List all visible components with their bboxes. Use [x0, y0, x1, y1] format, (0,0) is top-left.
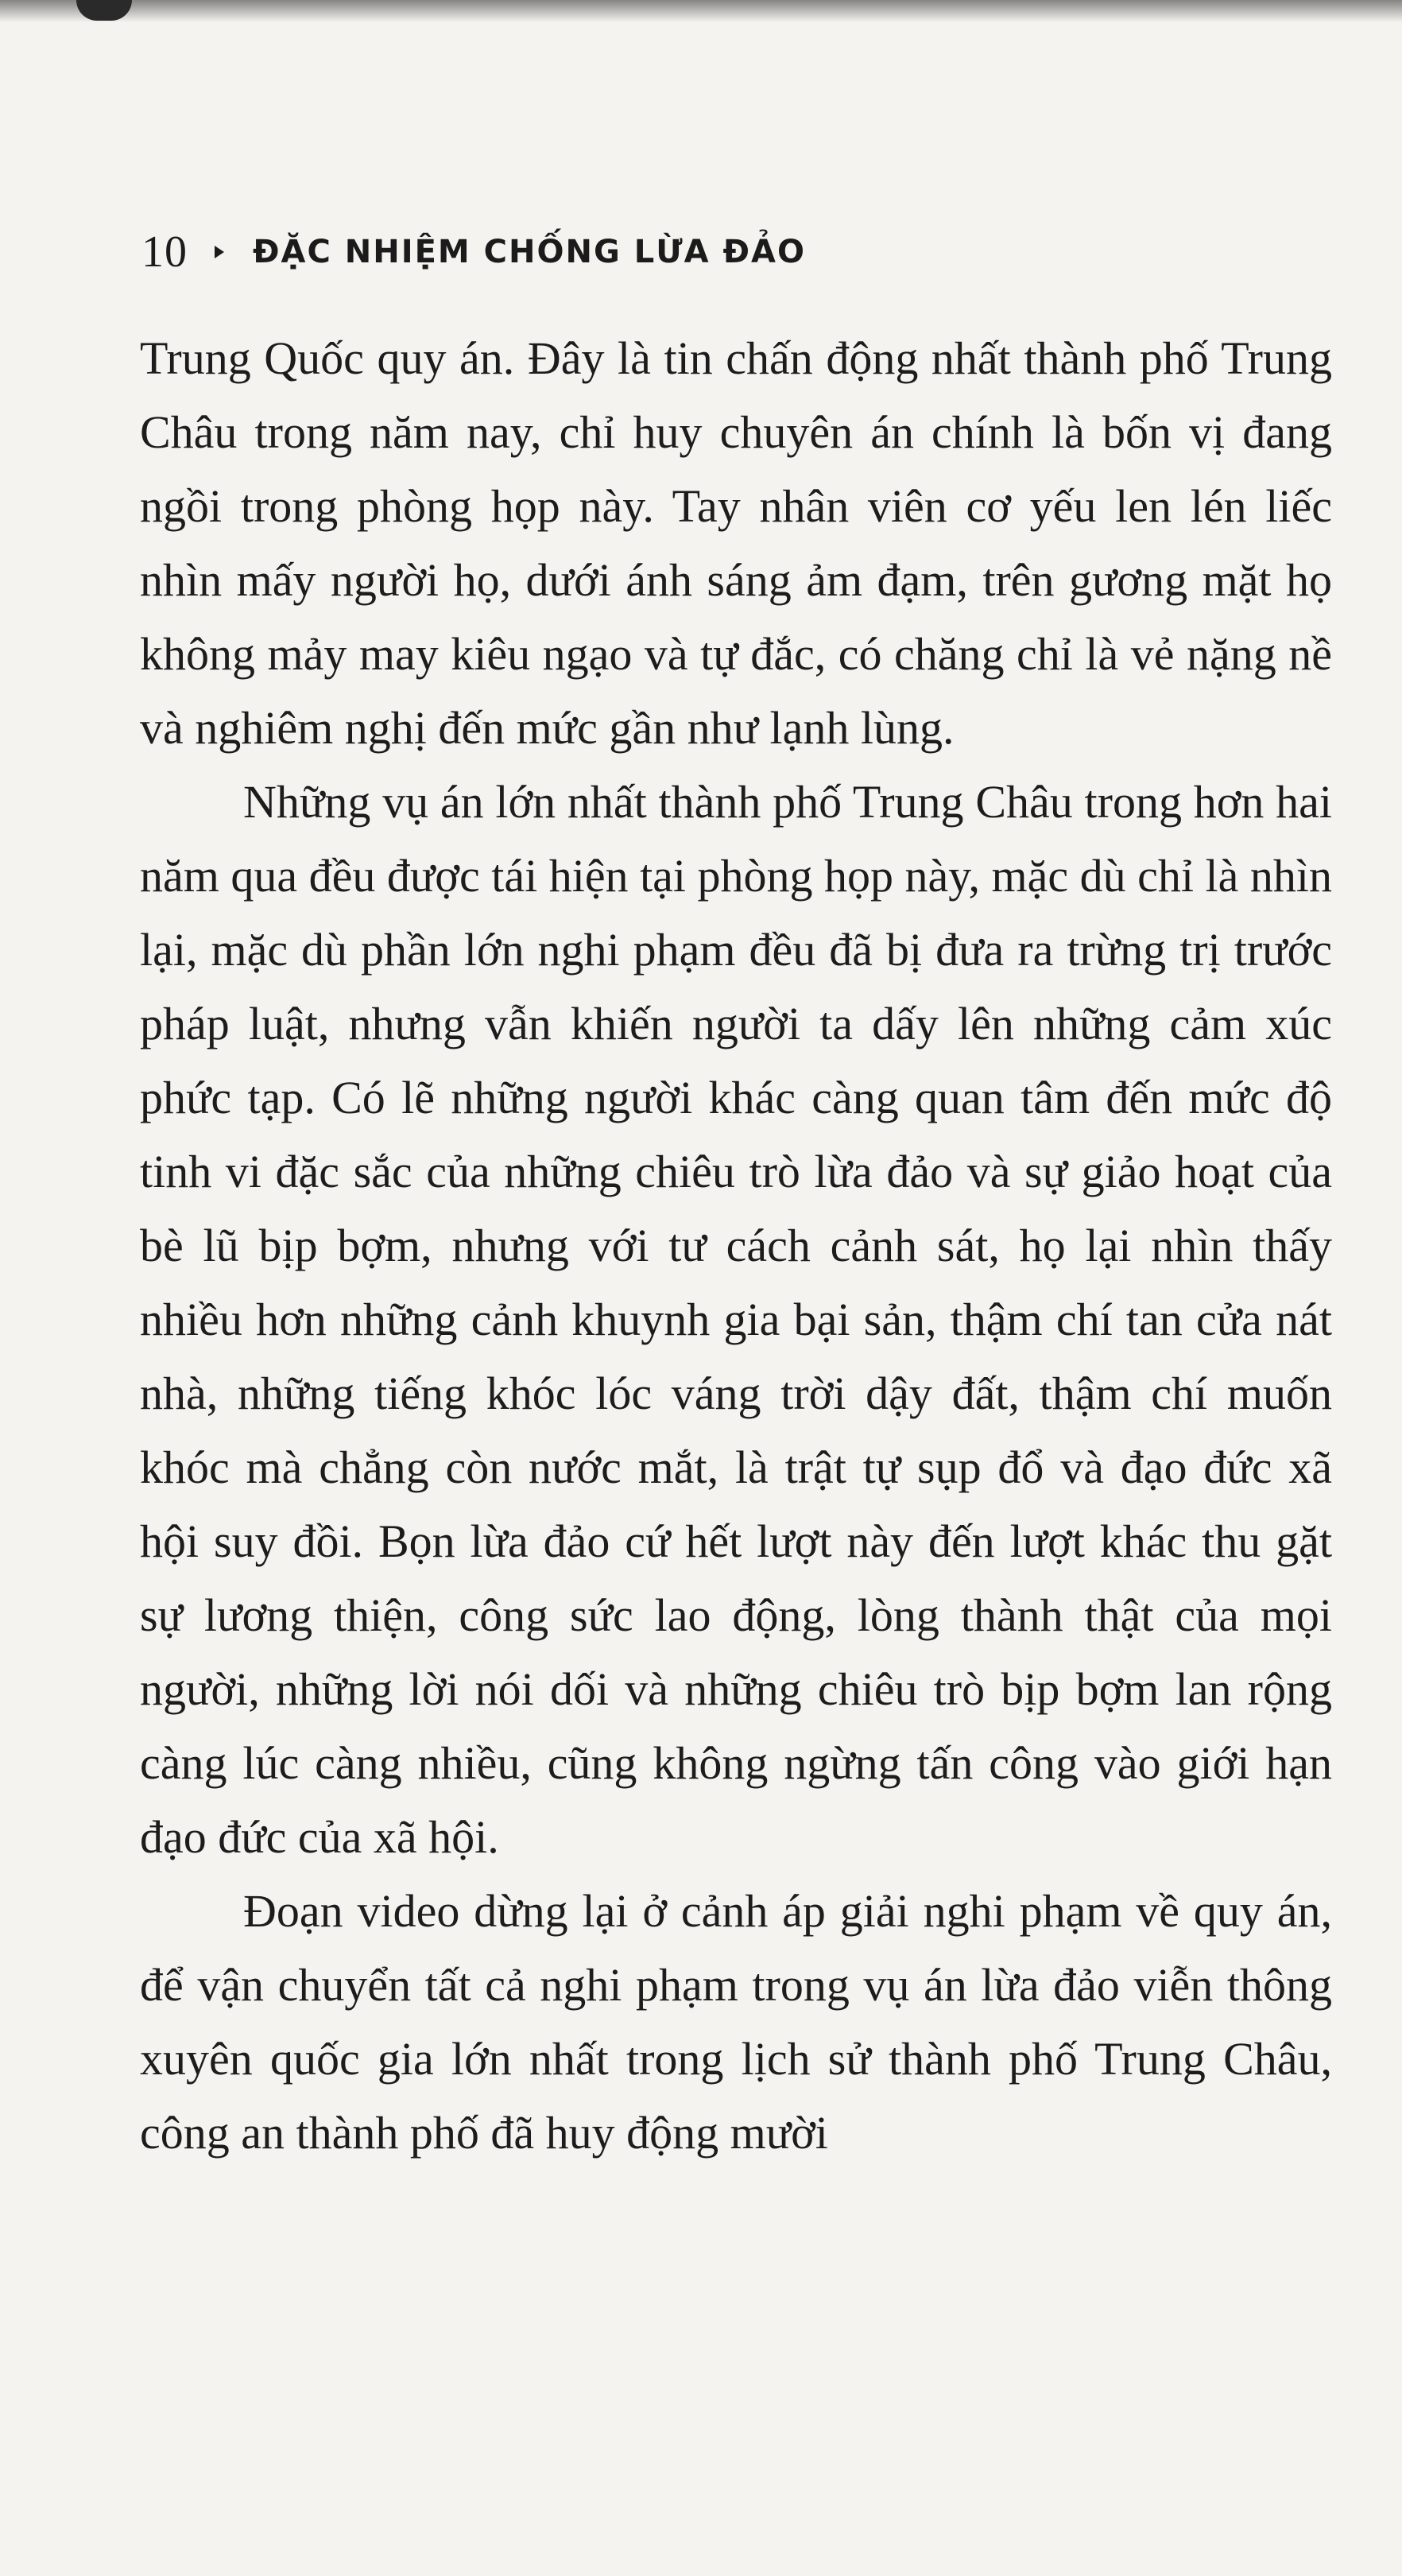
page-number: 10	[141, 227, 188, 277]
body-text	[140, 321, 1332, 2170]
book-title: ĐẶC NHIỆM CHỐNG LỪA ĐẢO	[253, 234, 806, 270]
running-head	[141, 224, 806, 280]
page-top-shadow	[0, 0, 1402, 22]
paragraph-3: Đoạn video dừng lại ở cảnh áp giải nghi phạm về quy án, để vận chuyển tất cả nghi phạm trong vụ án lừa đảo viễn thông xuyên quốc gia lớn nhất trong lịch sử thành phố Trung Châu, công an thành phố đã huy động mười	[140, 1885, 1332, 2159]
paragraph-2: Những vụ án lớn nhất thành phố Trung Châu trong hơn hai năm qua đều được tái hiện tại phòng họp này, mặc dù chỉ là nhìn lại, mặc dù phần lớn nghi phạm đều đã bị đưa ra trừng trị trước pháp luật, nhưng vẫn khiến người ta dấy lên những cảm xúc phức tạp. Có lẽ những người khác càng quan tâm đến mức độ tinh vi đặc sắc của những chiêu trò lừa đảo và sự giảo hoạt của bè lũ bịp bợm, nhưng với tư cách cảnh sát, họ lại nhìn thấy nhiều hơn những cảnh khuynh gia bại sản, thậm chí tan cửa nát nhà, những tiếng khóc lóc váng trời dậy đất, thậm chí muốn khóc mà chẳng còn nước mắt, là trật tự sụp đổ và đạo đức xã hội suy đồi. Bọn lừa đảo cứ hết lượt này đến lượt khác thu gặt sự lương thiện, công sức lao động, lòng thành thật của mọi người, những lời nói dối và những chiêu trò bịp bợm lan rộng càng lúc càng nhiều, cũng không ngừng tấn công vào giới hạn đạo đức của xã hội.	[140, 776, 1332, 1863]
arrow-icon	[215, 246, 224, 258]
paragraph-1: Trung Quốc quy án. Đây là tin chấn động nhất thành phố Trung Châu trong năm nay, chỉ huy chuyên án chính là bốn vị đang ngồi trong phòng họp này. Tay nhân viên cơ yếu len lén liếc nhìn mấy người họ, dưới ánh sáng ảm đạm, trên gương mặt họ không mảy may kiêu ngạo và tự đắc, có chăng chỉ là vẻ nặng nề và nghiêm nghị đến mức gần như lạnh lùng.	[140, 332, 1332, 754]
